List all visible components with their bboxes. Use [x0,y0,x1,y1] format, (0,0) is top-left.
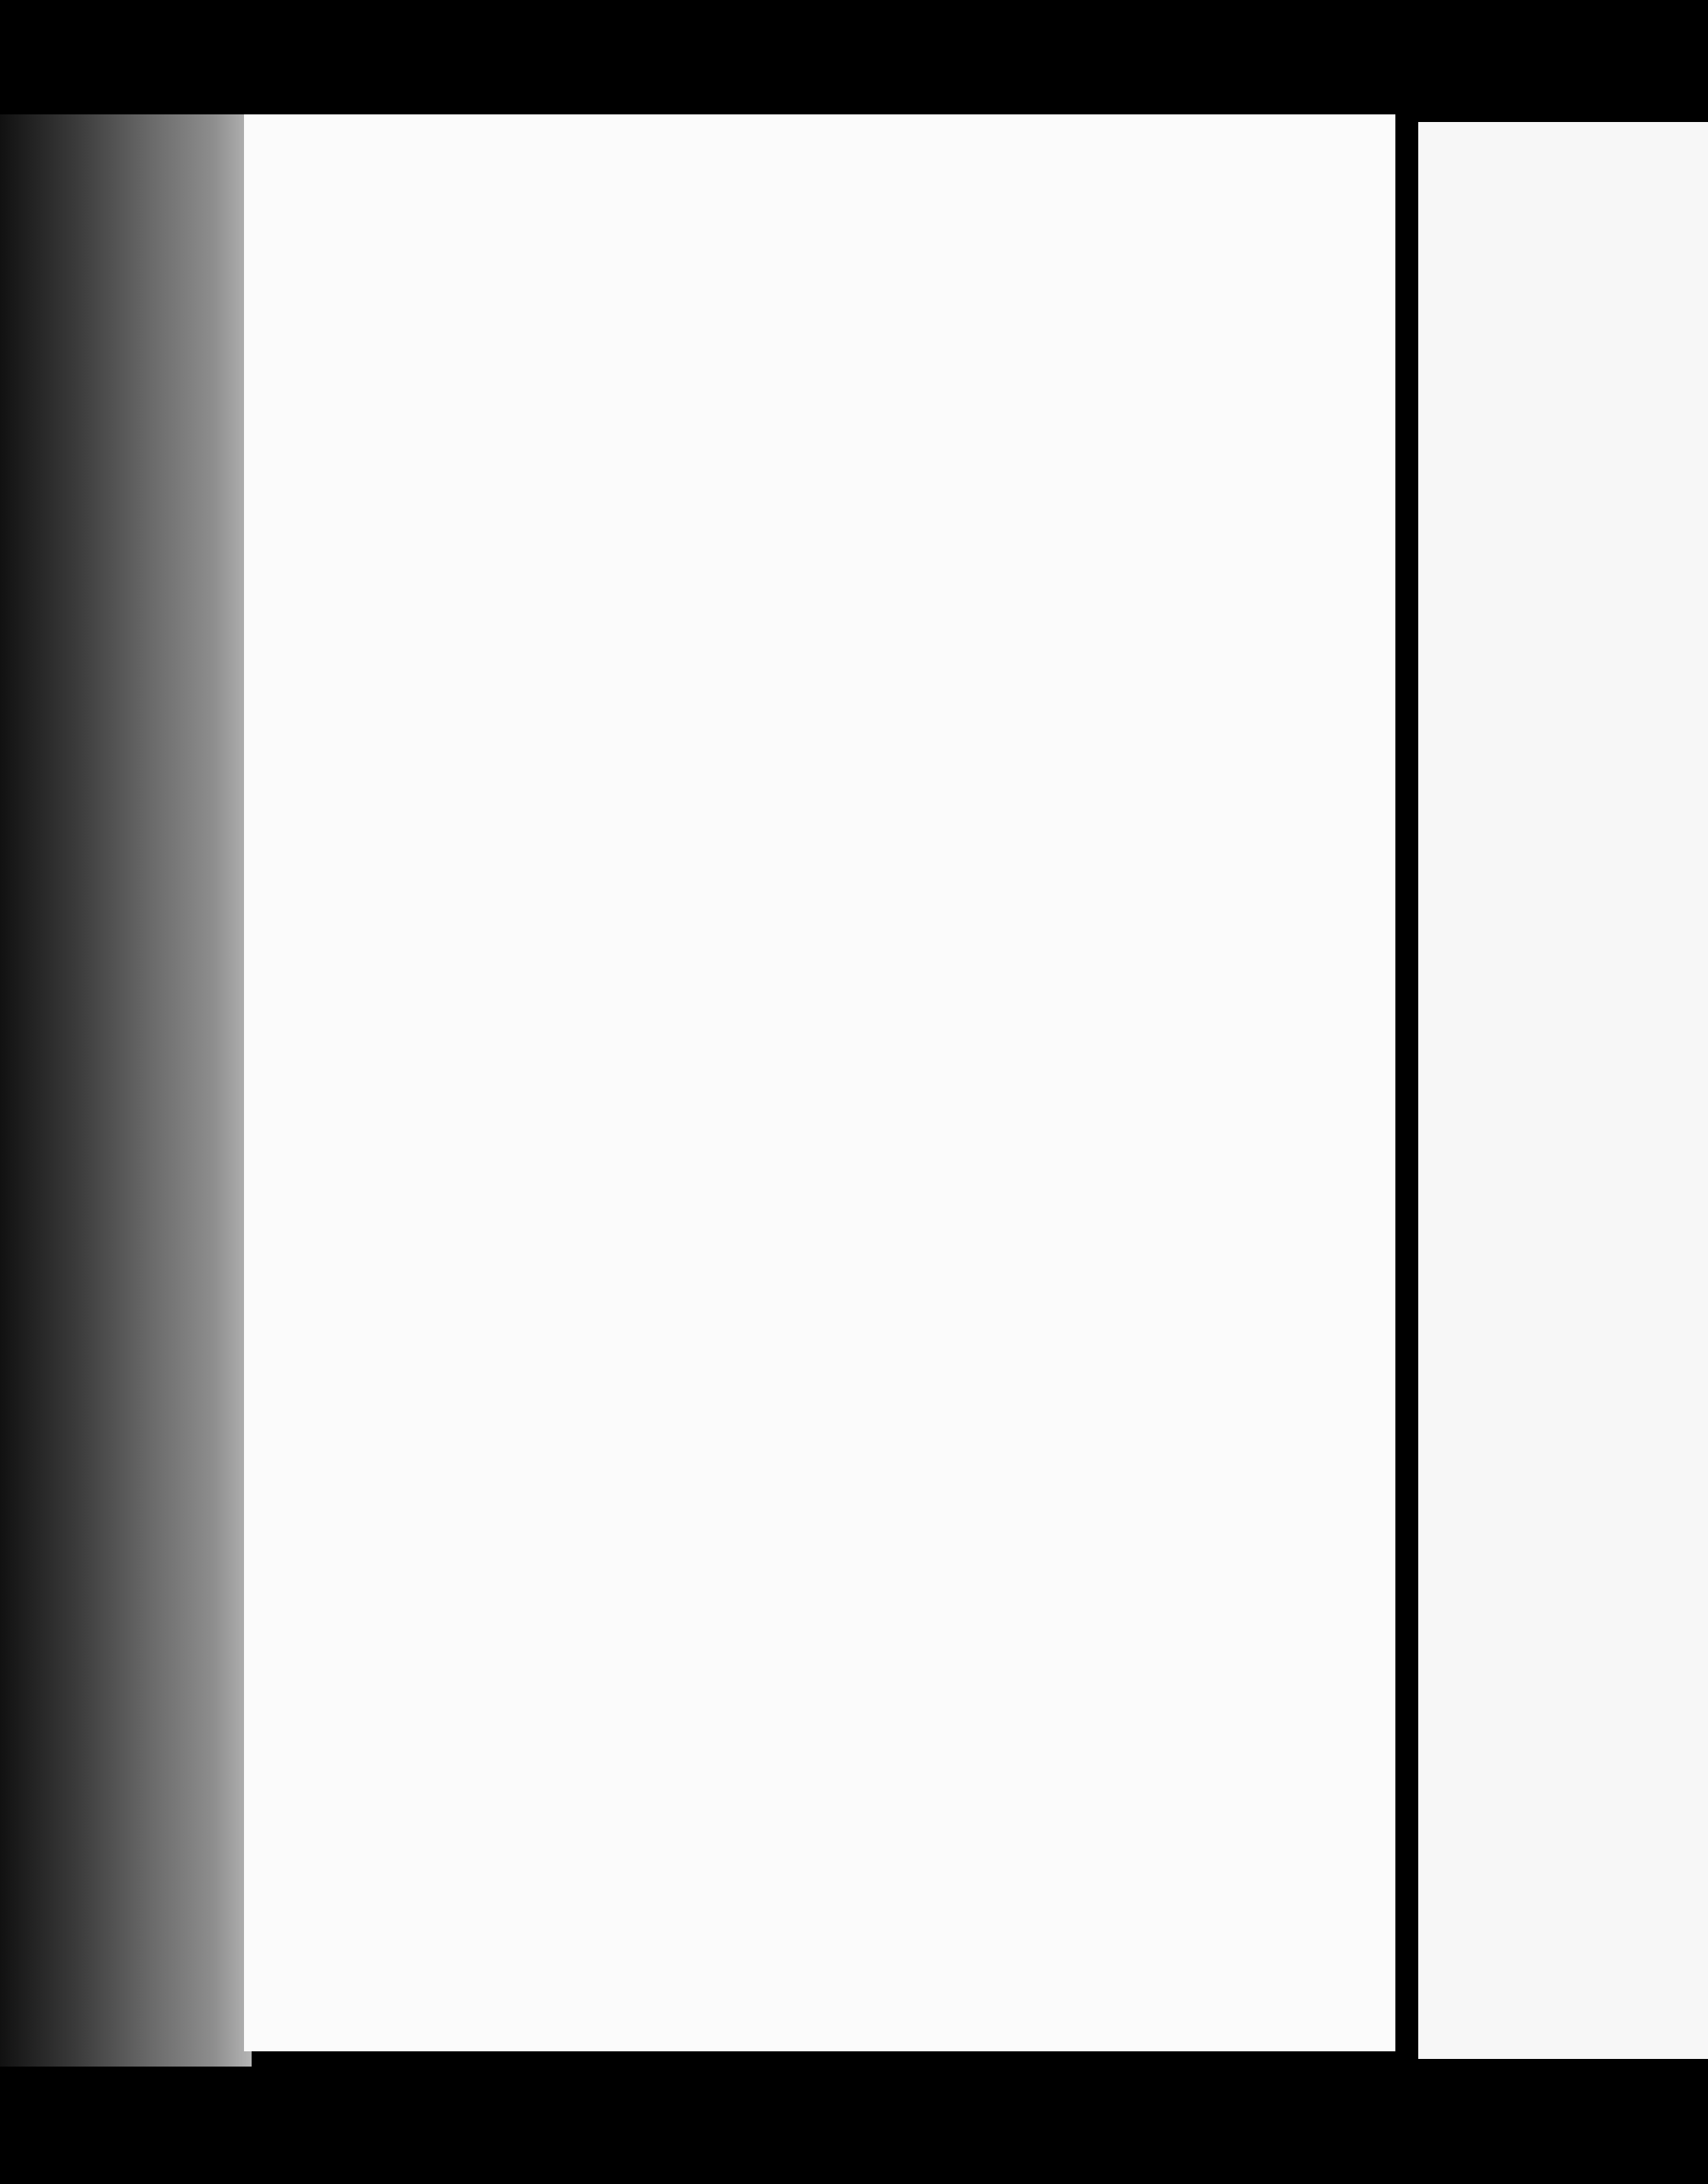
rotated-facing-content [0,378,40,2132]
book-page [244,114,1395,2051]
facing-page [1418,122,1708,2059]
